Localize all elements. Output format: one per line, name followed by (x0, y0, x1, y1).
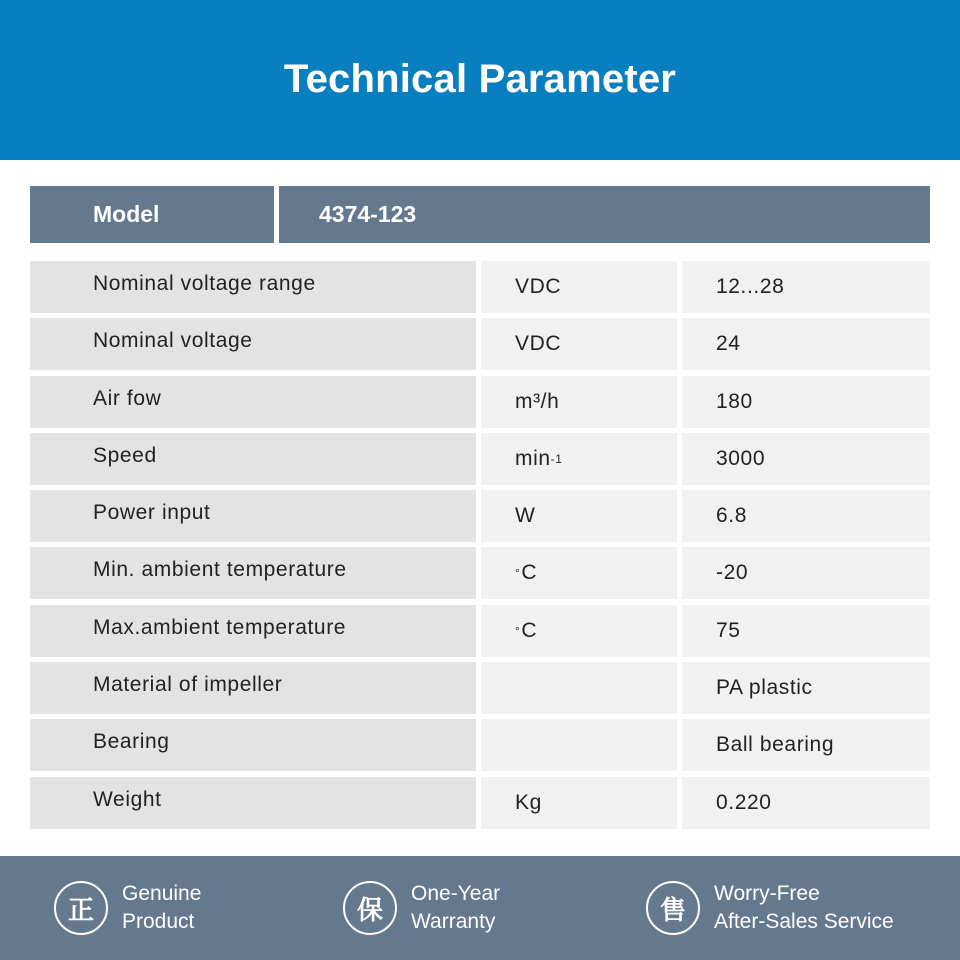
spec-name: Min. ambient temperature (30, 547, 476, 599)
spec-unit: VDC (481, 261, 677, 313)
table-row (30, 662, 930, 714)
spec-name: Air fow (30, 376, 476, 428)
spec-unit (481, 433, 677, 485)
spec-name: Nominal voltage (30, 318, 476, 370)
badge-after-sales (646, 856, 894, 960)
spec-name: Power input (30, 490, 476, 542)
spec-name: Weight (30, 777, 476, 829)
spec-name: Max.ambient temperature (30, 605, 476, 657)
badge-line: Warranty (411, 910, 496, 933)
spec-unit: m³/h (481, 376, 677, 428)
service-footer (0, 856, 960, 960)
after-sales-icon: 售 (646, 881, 700, 935)
unit-base: C (521, 618, 538, 642)
spec-name: Bearing (30, 719, 476, 771)
unit-base: C (521, 561, 538, 585)
spec-unit (481, 719, 677, 771)
table-row (30, 547, 930, 599)
spec-value: 12...28 (682, 261, 930, 313)
badge-text (714, 880, 894, 936)
model-row (30, 186, 930, 243)
badge-warranty (343, 856, 500, 960)
table-row (30, 777, 930, 829)
degree-sign: ° (515, 623, 521, 638)
model-value: 4374-123 (279, 186, 930, 243)
badge-genuine-product (54, 856, 201, 960)
spec-value: 3000 (682, 433, 930, 485)
spec-value: 180 (682, 376, 930, 428)
table-row (30, 490, 930, 542)
spec-value: 0.220 (682, 777, 930, 829)
spec-table (30, 261, 930, 834)
table-row (30, 605, 930, 657)
page-title: Technical Parameter (283, 56, 677, 101)
spec-unit (481, 662, 677, 714)
badge-line: Worry-Free (714, 882, 820, 905)
spec-unit: Kg (481, 777, 677, 829)
badge-line: One-Year (411, 882, 501, 905)
warranty-icon: 保 (343, 881, 397, 935)
spec-value: Ball bearing (682, 719, 930, 771)
spec-unit: W (481, 490, 677, 542)
spec-unit (481, 547, 677, 599)
badge-text (411, 880, 500, 936)
spec-unit: VDC (481, 318, 677, 370)
table-row (30, 376, 930, 428)
table-row (30, 433, 930, 485)
badge-line: Product (122, 910, 195, 933)
genuine-icon: 正 (54, 881, 108, 935)
badge-text (122, 880, 201, 936)
spec-value: 24 (682, 318, 930, 370)
model-label: Model (30, 186, 274, 243)
badge-line: Genuine (122, 882, 202, 905)
spec-name: Material of impeller (30, 662, 476, 714)
spec-unit (481, 605, 677, 657)
spec-value: 75 (682, 605, 930, 657)
unit-superscript: -1 (550, 451, 563, 466)
spec-name: Nominal voltage range (30, 261, 476, 313)
spec-name: Speed (30, 433, 476, 485)
badge-line: After-Sales Service (714, 910, 894, 933)
table-row (30, 261, 930, 313)
table-row (30, 719, 930, 771)
spec-value: -20 (682, 547, 930, 599)
unit-base: min (515, 446, 551, 470)
page-header (0, 0, 960, 160)
degree-sign: ° (515, 566, 521, 581)
table-row (30, 318, 930, 370)
spec-value: PA plastic (682, 662, 930, 714)
spec-value: 6.8 (682, 490, 930, 542)
